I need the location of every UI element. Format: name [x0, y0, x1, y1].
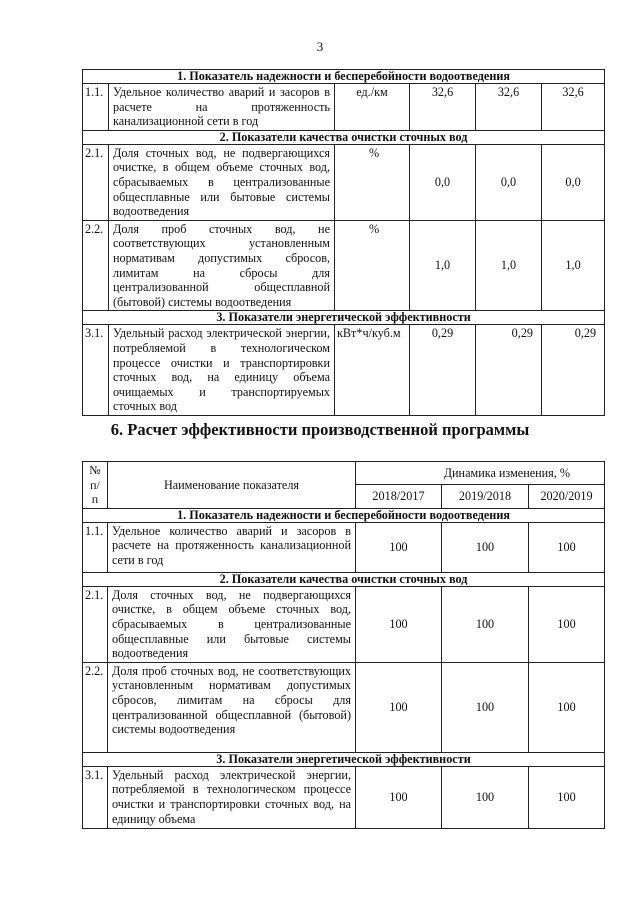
- column-header-name: Наименование показателя: [108, 462, 356, 509]
- table-row: [83, 220, 605, 311]
- indicator-value: 0,0: [476, 144, 542, 220]
- table-row: [83, 522, 605, 572]
- indicator-name: Доля сточных вод, не подвергающихся очистке, в общем объеме сточных вод, сбрасываемых в централизованные общесплавные или бытовые системы водоотведения: [108, 586, 356, 662]
- column-header-year: 2018/2017: [356, 485, 442, 508]
- row-number: 2.2.: [83, 220, 109, 311]
- column-header-year: 2020/2019: [529, 485, 605, 508]
- indicator-name: Доля проб сточных вод, не соответствующих установленным нормативам допустимых сбросов, лимитам на сбросы для централизованной общесплавной (бытовой) системы водоотведения: [108, 662, 356, 752]
- table-row: [83, 662, 605, 752]
- section-title-energy: 3. Показатели энергетической эффективности: [83, 752, 605, 766]
- indicator-name: Удельное количество аварий и засоров в расчете на протяженность канализационной сети в год: [109, 84, 335, 131]
- dynamics-value: 100: [356, 522, 442, 572]
- indicator-value: 0,0: [542, 144, 605, 220]
- section-title-energy: 3. Показатели энергетической эффективности: [83, 311, 605, 325]
- header-row: [83, 462, 605, 485]
- row-number: 3.1.: [83, 325, 109, 416]
- indicator-name: Удельный расход электрической энергии, потребляемой в технологическом процессе очистки и транспортировки сточных вод, на единицу объема: [108, 766, 356, 828]
- section-title-quality: 2. Показатели качества очистки сточных вод: [83, 130, 605, 144]
- table-row: [83, 144, 605, 220]
- row-number: 2.1.: [83, 586, 108, 662]
- dynamics-value: 100: [529, 522, 605, 572]
- section-title-quality: 2. Показатели качества очистки сточных вод: [83, 572, 605, 586]
- indicator-name: Доля проб сточных вод, не соответствующих установленным нормативам допустимых сбросов, лимитам на сбросы для централизованной общесплавной (бытовой) системы водоотведения: [109, 220, 335, 311]
- indicators-table: [82, 69, 605, 416]
- section-row: [83, 572, 605, 586]
- dynamics-value: 100: [356, 586, 442, 662]
- indicator-name: Доля сточных вод, не подвергающихся очистке, в общем объеме сточных вод, сбрасываемых в централизованные общесплавные или бытовые системы водоотведения: [109, 144, 335, 220]
- indicator-value: 1,0: [542, 220, 605, 311]
- efficiency-table: [82, 461, 605, 829]
- section-title-reliability: 1. Показатель надежности и бесперебойности водоотведения: [83, 70, 605, 84]
- indicator-value: 0,29: [476, 325, 542, 416]
- dynamics-value: 100: [356, 766, 442, 828]
- indicator-unit: %: [335, 144, 410, 220]
- section-row: [83, 508, 605, 522]
- section-row: [83, 752, 605, 766]
- row-number: 2.1.: [83, 144, 109, 220]
- section-row: [83, 70, 605, 84]
- dynamics-value: 100: [356, 662, 442, 752]
- indicator-value: 0,0: [410, 144, 476, 220]
- indicator-unit: кВт*ч/куб.м: [335, 325, 410, 416]
- dynamics-value: 100: [529, 766, 605, 828]
- indicator-value: 32,6: [476, 84, 542, 131]
- indicator-name: Удельное количество аварий и засоров в расчете на протяженность канализационной сети в год: [108, 522, 356, 572]
- table-row: [83, 325, 605, 416]
- indicator-value: 1,0: [476, 220, 542, 311]
- section-row: [83, 311, 605, 325]
- indicator-name: Удельный расход электрической энергии, потребляемой в технологическом процессе очистки и транспортировки сточных вод, на единицу объема очищаемых и транспортируемых сточных вод: [109, 325, 335, 416]
- indicator-value: 32,6: [410, 84, 476, 131]
- column-header-number: № п/п: [83, 462, 108, 509]
- table-row: [83, 766, 605, 828]
- table-row: [83, 84, 605, 131]
- dynamics-value: 100: [442, 586, 529, 662]
- dynamics-value: 100: [529, 662, 605, 752]
- indicator-value: 32,6: [542, 84, 605, 131]
- page-number: 3: [316, 39, 324, 54]
- indicator-value: 0,29: [542, 325, 605, 416]
- dynamics-value: 100: [442, 662, 529, 752]
- section-title-reliability: 1. Показатель надежности и бесперебойности водоотведения: [83, 508, 605, 522]
- section-row: [83, 130, 605, 144]
- column-header-year: 2019/2018: [442, 485, 529, 508]
- column-header-dynamics: Динамика изменения, %: [356, 462, 605, 485]
- indicator-value: 0,29: [410, 325, 476, 416]
- indicator-value: 1,0: [410, 220, 476, 311]
- row-number: 3.1.: [83, 766, 108, 828]
- section-heading: 6. Расчет эффективности производственной программы: [110, 420, 530, 439]
- row-number: 2.2.: [83, 662, 108, 752]
- dynamics-value: 100: [529, 586, 605, 662]
- indicator-unit: %: [335, 220, 410, 311]
- indicator-unit: ед./км: [335, 84, 410, 131]
- dynamics-value: 100: [442, 522, 529, 572]
- row-number: 1.1.: [83, 84, 109, 131]
- table-row: [83, 586, 605, 662]
- dynamics-value: 100: [442, 766, 529, 828]
- row-number: 1.1.: [83, 522, 108, 572]
